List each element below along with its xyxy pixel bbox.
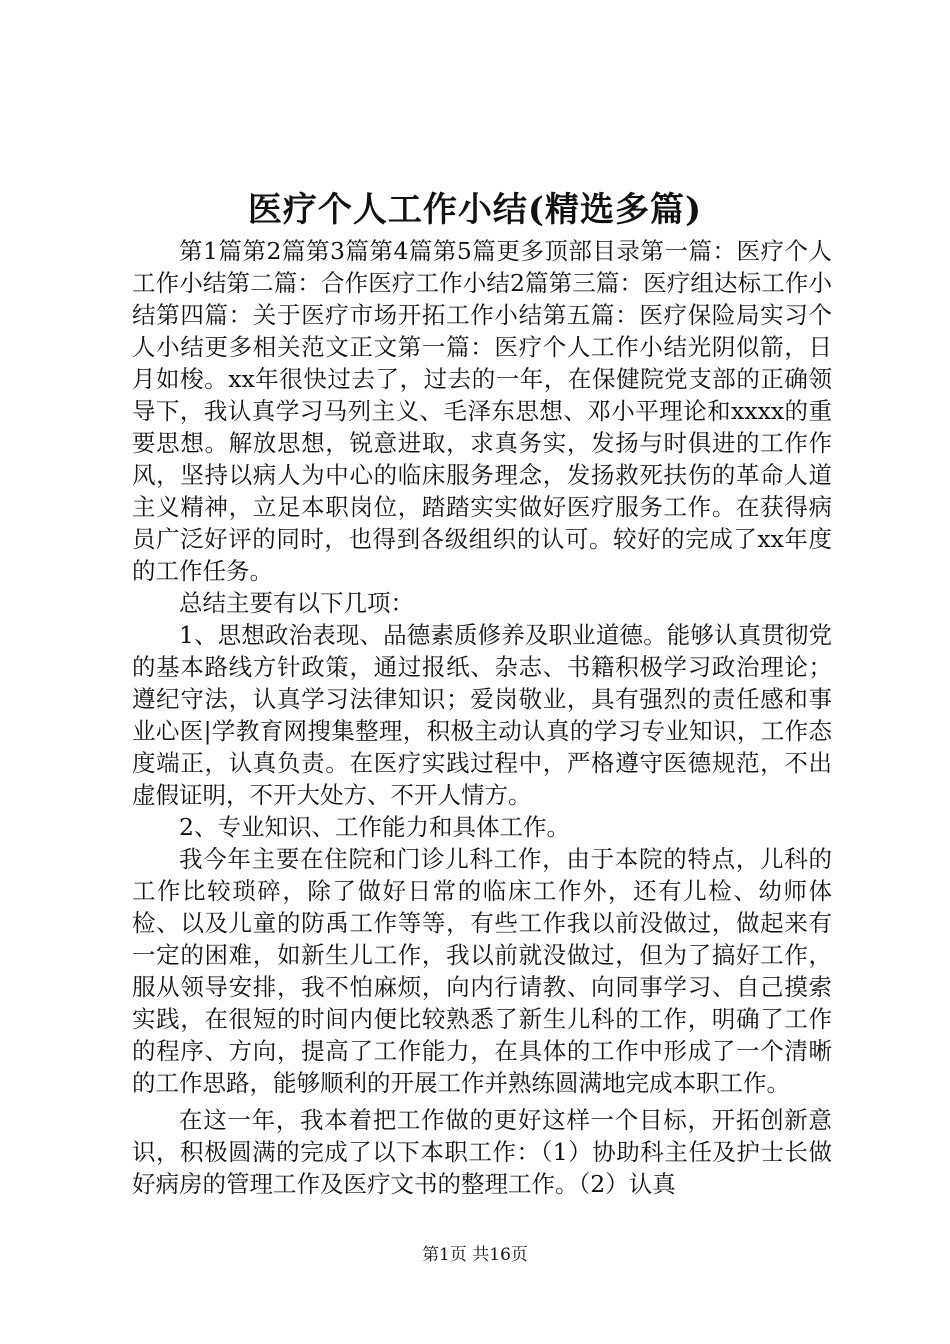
document-title: 医疗个人工作小结(精选多篇) bbox=[247, 190, 703, 230]
paragraph-work-detail: 我今年主要在住院和门诊儿科工作，由于本院的特点，儿科的工作比较琐碎，除了做好日常的临床工作外，还有儿检、幼师体检、以及儿童的防禹工作等等，有些工作我以前没做过，做起来有一定的困难，如新生儿工作，我以前就没做过，但为了搞好工作，服从领导安排，我不怕麻烦，向内行请教、向同事学习、自己摸索实践，在很短的时间内便比较熟悉了新生儿科的工作，明确了工作的程序、方向，提高了工作能力，在具体的工作中形成了一个清晰的工作思路，能够顺利的开展工作并熟练圆满地完成本职工作。 bbox=[132, 845, 832, 1097]
paragraph-year-review: 在这一年，我本着把工作做的更好这样一个目标，开拓创新意识，积极圆满的完成了以下本职工作：（1）协助科主任及护士长做好病房的管理工作及医疗文书的整理工作。（2）认真 bbox=[132, 1106, 832, 1198]
page-number-footer: 第1页 共16页 bbox=[422, 1245, 528, 1265]
paragraph-item-2: 2、专业知识、工作能力和具体工作。 bbox=[179, 813, 570, 841]
paragraph-summary-heading: 总结主要有以下几项： bbox=[179, 589, 414, 617]
paragraph-item-1: 1、思想政治表现、品德素质修养及职业道德。能够认真贯彻党的基本路线方针政策，通过报纸、杂志、书籍积极学习政治理论；遵纪守法，认真学习法律知识；爱岗敬业，具有强烈的责任感和事业心医|学教育网搜集整理，积极主动认真的学习专业知识，工作态度端正，认真负责。在医疗实践过程中，严格遵守医德规范，不出虚假证明，不开大处方、不开人情方。 bbox=[132, 621, 832, 809]
paragraph-intro: 第1篇第2篇第3篇第4篇第5篇更多顶部目录第一篇：医疗个人工作小结第二篇：合作医疗工作小结2篇第三篇：医疗组达标工作小结第四篇：关于医疗市场开拓工作小结第五篇：医疗保险局实习个人小结更多相关范文正文第一篇：医疗个人工作小结光阴似箭，日月如梭。xx年很快过去了，过去的一年，在保健院党支部的正确领导下，我认真学习马列主义、毛泽东思想、邓小平理论和xxxx的重要思想。解放思想，锐意进取，求真务实，发扬与时俱进的工作作风，坚持以病人为中心的临床服务理念，发扬救死扶伤的革命人道主义精神，立足本职岗位，踏踏实实做好医疗服务工作。在获得病员广泛好评的同时，也得到各级组织的认可。较好的完成了xx年度的工作任务。 bbox=[132, 237, 832, 585]
document-body bbox=[132, 235, 832, 1200]
